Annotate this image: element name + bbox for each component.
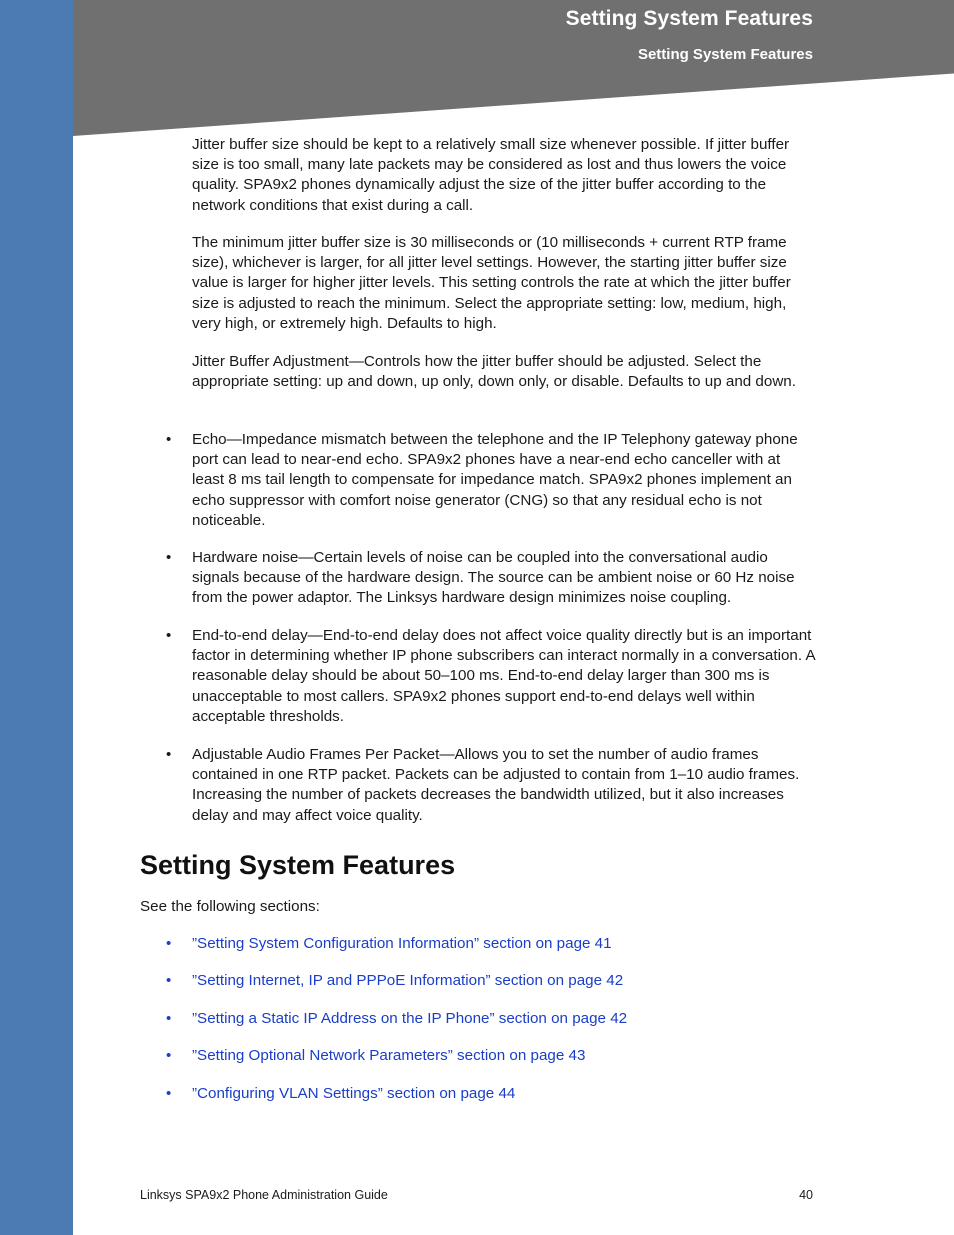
link-static-ip[interactable]: ”Setting a Static IP Address on the IP Phone” section on page 42 (192, 1010, 628, 1027)
bullet-marker: • (166, 1010, 172, 1027)
bullet-marker: • (166, 549, 172, 566)
paragraph-jitter-size: Jitter buffer size should be kept to a relatively small size whenever possible. If jitter buffer size is too small, many late packets may be considered as lost and thus lowers the voice quality. SPA9x2 phones dynamically adjust the size of the jitter buffer according to the network conditions that exist during a call. (192, 136, 790, 214)
bullet-audio-frames: Adjustable Audio Frames Per Packet—Allows you to set the number of audio frames contained in one RTP packet. Packets can be adjusted to contain from 1–10 audio frames. Increasing the number of packets decreases the bandwidth utilized, but it also increases delay and may affect voice quality. (192, 746, 800, 824)
section-subtitle: Setting System Features (637, 46, 813, 63)
bullet-echo: Echo—Impedance mismatch between the telephone and the IP Telephony gateway phone port can lead to near-end echo. SPA9x2 phones have a near-end echo canceller with at least 8 ms tail length to compensate for impedance match. SPA9x2 phones implement an echo suppressor with comfort noise generator (CNG) so that any residual echo is not noticeable. (192, 431, 798, 529)
left-accent-bar (0, 0, 73, 1235)
link-internet-ip-pppoe[interactable]: ”Setting Internet, IP and PPPoE Information” section on page 42 (192, 972, 624, 989)
bullet-marker: • (166, 746, 172, 763)
chapter-title: Setting System Features (565, 7, 813, 30)
page-number: 40 (799, 1188, 813, 1202)
link-vlan-settings[interactable]: ”Configuring VLAN Settings” section on page 44 (192, 1085, 516, 1102)
bullet-marker: • (166, 935, 172, 952)
link-optional-network[interactable]: ”Setting Optional Network Parameters” section on page 43 (192, 1047, 586, 1064)
bullet-marker: • (166, 1047, 172, 1064)
header-band (73, 0, 954, 136)
bullet-hardware-noise: Hardware noise—Certain levels of noise can be coupled into the conversational audio signals because of the hardware design. The source can be ambient noise or 60 Hz noise from the power adaptor. The Linksys hardware design minimizes noise coupling. (192, 549, 795, 607)
section-heading: Setting System Features (140, 850, 456, 880)
paragraph-jitter-adjustment: Jitter Buffer Adjustment—Controls how the jitter buffer should be adjusted. Select the appropriate setting: up and down, up only, down only, or disable. Defaults to up and down. (192, 353, 796, 391)
bullet-marker: • (166, 627, 172, 644)
bullet-end-to-end-delay: End-to-end delay—End-to-end delay does not affect voice quality directly but is an important factor in determining whether IP phone subscribers can interact normally in a conversation. A reasonable delay should be about 50–100 ms. End-to-end delay larger than 300 ms is unacceptable to most callers. SPA9x2 phones support end-to-end delays well within acceptable thresholds. (192, 627, 815, 725)
bullet-marker: • (166, 972, 172, 989)
bullet-marker: • (166, 1085, 172, 1102)
paragraph-min-jitter: The minimum jitter buffer size is 30 milliseconds or (10 milliseconds + current RTP frame size), whichever is larger, for all jitter level settings. However, the starting jitter buffer size value is larger for higher jitter levels. This setting controls the rate at which the jitter buffer size is adjusted to reach the minimum. Select the appropriate setting: low, medium, high, very high, or extremely high. Defaults to high. (192, 234, 791, 332)
link-system-configuration[interactable]: ”Setting System Configuration Information” section on page 41 (192, 935, 612, 952)
section-intro: See the following sections: (140, 898, 320, 915)
footer-guide-title: Linksys SPA9x2 Phone Administration Guide (140, 1188, 388, 1202)
bullet-marker: • (166, 431, 172, 448)
